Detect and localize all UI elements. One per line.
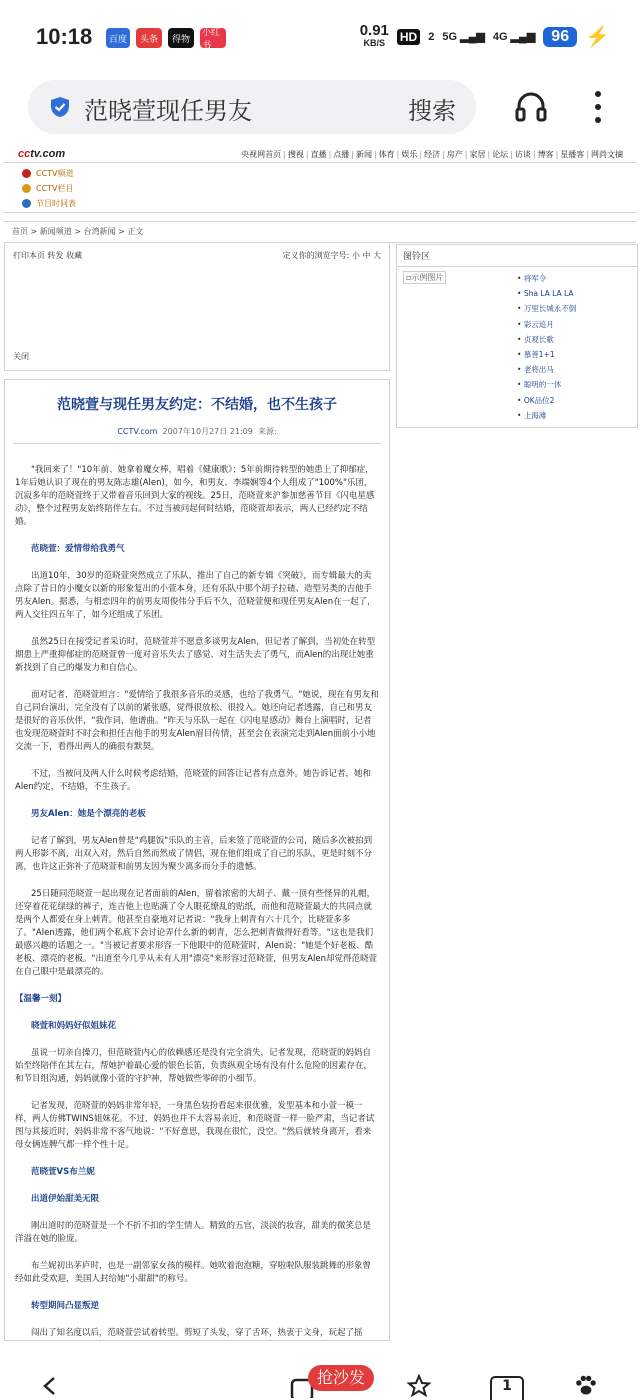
- nav-separator: |: [487, 150, 491, 159]
- ringtone-item[interactable]: • 彩云追月: [517, 317, 576, 332]
- article-paragraph: 布兰妮初出茅庐时，也是一副邻家女孩的模样。她吹着泡泡糖，穿啦啦队服装跳舞的形象曾经如此受欢迎，美国人封给她"小甜甜"的称号。: [15, 1261, 372, 1284]
- nav-separator: |: [419, 150, 423, 159]
- nav-link[interactable]: 网尚文摘: [591, 150, 623, 159]
- nav-link[interactable]: 新闻: [355, 150, 372, 159]
- sample-image-alt: 示例图片: [411, 273, 444, 282]
- article-subheading: 男友Alen：她是个漂亮的老板: [31, 809, 146, 819]
- nav-separator: |: [305, 150, 309, 159]
- channel-link[interactable]: [22, 166, 636, 181]
- ringtone-item[interactable]: • 慕善1+1: [517, 347, 576, 362]
- sim-slot: 2: [428, 30, 435, 43]
- nav-separator: |: [586, 150, 589, 159]
- ringtone-item[interactable]: • 聪明的一休: [517, 377, 576, 392]
- nav-link[interactable]: 点播: [333, 150, 350, 159]
- article-paragraph: "我回来了！"10年前、她拿着魔女棒，唱着《健康歌》；5年前期待转型的她患上了抑郁症，1年后她认识了现在的男友陈志雄(Alen)，如今，和男友、李端娴等4个人组成了"100%"乐团，沉寂多年的范晓萱终于又带着音乐回到大家的视线。25日，范晓萱来沪参加慈善节目《闪电星感动》，整个过程男友始终陪伴左右。不过当被问起何时结婚，范晓萱却表示，两人已经约定不结婚。: [15, 465, 375, 527]
- status-bar: [0, 0, 640, 76]
- nav-separator: |: [373, 150, 377, 159]
- channel-label: CCTV频道: [36, 169, 74, 178]
- ringtone-item[interactable]: • 老将出马: [517, 362, 576, 377]
- article: [4, 379, 390, 1341]
- nav-separator: |: [442, 150, 445, 159]
- article-subheading: 出道伊始甜美无限: [31, 1194, 100, 1204]
- article-title: 范晓萱与现任男友约定：不结婚，也不生孩子: [57, 397, 337, 413]
- article-subheading: 【温馨一刻】: [15, 994, 67, 1004]
- article-date: 2007年10月27日 21:09: [162, 427, 253, 436]
- article-paragraph: 记者了解到，男友Alen曾是"鸡腿饭"乐队的主音，后来签了范晓萱的公司，随后多次被拍到两人形影不离，出双入对，然后自然而然成了情侣，现在他们组成了自己的乐队，更是时刻不分离，也许这正弥补了范晓萱和前男友因为聚少离多而分手的遗憾。: [15, 836, 373, 872]
- nav-link[interactable]: 星播客: [560, 150, 585, 159]
- nav-separator: |: [464, 150, 468, 159]
- nav-link[interactable]: 体育: [378, 150, 395, 159]
- notification-app-icon: 头条: [136, 28, 162, 48]
- close-link[interactable]: 关闭: [13, 352, 29, 361]
- article-paragraph: 闯出了知名度以后，范晓萱尝试着转型。剪短了头发，穿了舌环，热衷于文身，玩起了摇: [31, 1328, 363, 1338]
- channel-bullet-icon: [22, 184, 31, 193]
- nav-link[interactable]: 家居: [469, 150, 486, 159]
- ringtone-item[interactable]: • Sha LA LA LA: [517, 286, 576, 301]
- article-paragraph: 虽说一切亲自操刀，但范晓萱内心的依赖感还是没有完全消失，记者发现，范晓萱的妈妈自始至终陪伴在其左右，帮她护着最心爱的银色长笛，负责纵观全场有没有什么危险的因素存在，和节目组沟通，妈妈就像小萱的守护神，帮她做些零碎的小细节。: [15, 1048, 373, 1084]
- search-bar[interactable]: [28, 80, 476, 134]
- article-paragraph: 记者发现，范晓萱的妈妈非常年轻，一身黑色装扮看起来很优雅，发型基本和小萱一模一样，两人仿佛TWINS姐妹花。不过，妈妈也并不太容易亲近，和范晓萱一样一脸严肃，当记者试图与其接近时，妈妈非常不客气地说："不好意思，我现在很忙，没空。"然后就转身离开，看来母女俩连脾气都一样个性十足。: [15, 1101, 375, 1150]
- nav-link[interactable]: 博客: [537, 150, 554, 159]
- more-menu-icon[interactable]: [594, 90, 602, 124]
- back-icon[interactable]: [40, 1376, 60, 1396]
- charging-icon: ⚡: [585, 26, 610, 48]
- channel-link[interactable]: [22, 181, 636, 196]
- article-origin: 来源:: [257, 427, 277, 436]
- ringtone-item[interactable]: • 上海滩: [517, 408, 576, 423]
- network-speed: [359, 21, 389, 49]
- logo-cc: cc: [18, 148, 31, 160]
- nav-link[interactable]: 经济: [424, 150, 441, 159]
- ringtone-item[interactable]: • 万里长城永不倒: [517, 301, 576, 316]
- article-paragraph: 虽然25日在接受记者采访时，范晓萱并不愿意多谈男友Alen，但记者了解到，当初处在转型期患上严重抑郁症的范晓萱曾一度对音乐失去了感觉、对生活失去了勇气，而Alen的出现让她重新找到了自己的爆发力和自信心。: [15, 637, 376, 673]
- article-paragraph: 25日随同范晓萱一起出现在记者面前的Alen，留着浓密的大胡子、戴一顶有些怪异的礼帽，还穿着花花绿绿的裤子，连吉他上也贴满了令人眼花缭乱的贴纸，而他和范晓萱最大的共同点就是两个人都爱在身上刺青。他甚至自豪地对记者说："我身上刺青有六十几个，比晓萱多多了。"Alen透露，他们两个私底下会讨论弄什么新的刺青，怎么把刺青做得好看等。"这也是我们最感兴趣的话题之一。"当被记者要求形容一下他眼中的范晓萱时，Alen说："她是个好老板、酷老板、漂亮的老板。"出道至今几乎从未有人用"漂亮"来形容过范晓萱，但男友Alen却觉得范晓萱在自己眼中是最漂亮的。: [15, 889, 378, 977]
- article-body: [5, 444, 389, 1341]
- nav-link[interactable]: 论坛: [492, 150, 509, 159]
- ringtone-list: [517, 271, 576, 423]
- webpage: [0, 142, 640, 1338]
- article-paragraph: 出道10年，30岁的范晓萱突然成立了乐队，推出了自己的新专辑《突破》，而专辑最大的卖点除了昔日的小魔女以新的形象复出的小萱本身，还有乐队中那个胡子拉碴、造型另类的吉他手男友Alen。据悉，与相恋四年的前男友周俊伟分手后不久，范晓萱便和现任男友Alen在一起了，两人交往四五年了，如今还组成了乐团。: [15, 571, 376, 620]
- font-size-options[interactable]: 定义你的浏览字号: 小 中 大: [282, 251, 381, 260]
- panel-title: 图铃区: [397, 245, 637, 267]
- article-subheading: 范晓萱：爱情带给我勇气: [31, 544, 125, 554]
- cctv-header: [4, 142, 636, 163]
- main-column: [4, 242, 390, 1341]
- article-subheading: 晓萱和妈妈好似姐妹花: [31, 1021, 117, 1031]
- nav-link[interactable]: 房产: [446, 150, 463, 159]
- sample-image[interactable]: [403, 271, 446, 284]
- nav-link[interactable]: 央视网首页: [241, 150, 282, 159]
- status-time: 10:18: [36, 24, 93, 49]
- top-nav: [240, 149, 624, 160]
- channel-links: [4, 163, 636, 213]
- article-source[interactable]: CCTV.com: [117, 427, 158, 436]
- network-speed-value: 0.91: [359, 21, 389, 39]
- status-indicators: [359, 21, 610, 49]
- paw-icon[interactable]: [572, 1374, 600, 1399]
- hd-icon: HD: [397, 29, 420, 45]
- channel-bullet-icon: [22, 169, 31, 178]
- channel-label: CCTV栏目: [36, 184, 74, 193]
- net-label-2: 4G: [492, 31, 508, 43]
- article-paragraph: 刚出道时的范晓萱是一个不折不扣的学生情人。精致的五官，淡淡的妆容，甜美的微笑总是洋溢在她的脸庞。: [15, 1221, 372, 1244]
- tab-count-icon[interactable]: [490, 1376, 524, 1400]
- article-subheading: 转型期间凸显叛逆: [31, 1301, 100, 1311]
- ringtone-panel: [396, 244, 638, 428]
- image-placeholder-icon: ▫: [406, 273, 412, 282]
- print-share-links[interactable]: 打印本页 转发 收藏: [13, 251, 83, 260]
- star-icon[interactable]: [406, 1374, 432, 1398]
- nav-separator: |: [351, 150, 354, 159]
- shield-icon: [48, 95, 72, 119]
- article-subheading: 范晓萱VS布兰妮: [31, 1167, 95, 1177]
- article-paragraph: 不过，当被问及两人什么时候考虑结婚，范晓萱的回答让记者有点意外。她告诉记者，她和Alen约定，不结婚，不生孩子。: [15, 769, 372, 792]
- signal-4g-icon: 4G ▂▄▆: [492, 31, 536, 43]
- article-paragraph: 面对记者，范晓萱坦言："爱情给了我很多音乐的灵感，也给了我勇气。"她说，现在有男友和自己同台演出，完全没有了以前的紧张感，觉得很放松、很投入。她还向记者透露，自己和男友是很好的音乐伙伴，"我作词，他谱曲。"昨天与乐队一起在《闪电星感动》舞台上演唱时，记者也发现范晓萱时不时会和担任吉他手的男友Alen眉目传情，甚至会在表演完走到Alen面前小小地交流一下，看得出两人的确很有默契。: [15, 690, 379, 752]
- notification-app-icon: 百度: [106, 28, 130, 48]
- signal-5g-icon: 5G ▂▄▆: [442, 31, 485, 43]
- notification-icons: [106, 28, 226, 48]
- nav-separator: |: [532, 150, 536, 159]
- hot-comment-button[interactable]: 抢沙发: [308, 1365, 374, 1391]
- search-query[interactable]: 范晓萱现任男友: [84, 97, 252, 125]
- nav-separator: |: [396, 150, 400, 159]
- nav-link[interactable]: 搜视: [287, 150, 304, 159]
- ringtone-item[interactable]: • 将军令: [517, 271, 576, 286]
- article-meta: [5, 426, 389, 437]
- net-label-1: 5G: [442, 31, 458, 43]
- nav-link[interactable]: 直播: [310, 150, 327, 159]
- ringtone-item[interactable]: • OK品位2: [517, 393, 576, 408]
- nav-separator: |: [555, 150, 559, 159]
- battery-icon: 96: [543, 27, 577, 47]
- nav-link[interactable]: 娱乐: [401, 150, 418, 159]
- tool-box: [4, 242, 390, 371]
- headphones-icon[interactable]: [514, 90, 548, 124]
- channel-link[interactable]: [22, 196, 636, 211]
- channel-bullet-icon: [22, 199, 31, 208]
- nav-separator: |: [510, 150, 513, 159]
- cctv-logo[interactable]: [18, 148, 65, 160]
- ringtone-item[interactable]: • 贞观长歌: [517, 332, 576, 347]
- tab-count: 1: [502, 1378, 512, 1394]
- nav-separator: |: [283, 150, 286, 159]
- notification-app-icon: 小红书: [200, 28, 226, 48]
- channel-label: 节目时间表: [36, 199, 76, 208]
- search-button[interactable]: 搜索: [408, 97, 456, 125]
- logo-rest: tv.com: [30, 148, 66, 160]
- breadcrumb: 首页 > 新闻频道 > 台湾新闻 > 正文: [4, 221, 636, 243]
- notification-app-icon: 得物: [168, 28, 194, 48]
- nav-separator: |: [328, 150, 332, 159]
- nav-link[interactable]: 访谈: [514, 150, 531, 159]
- network-speed-unit: KB/S: [363, 37, 386, 48]
